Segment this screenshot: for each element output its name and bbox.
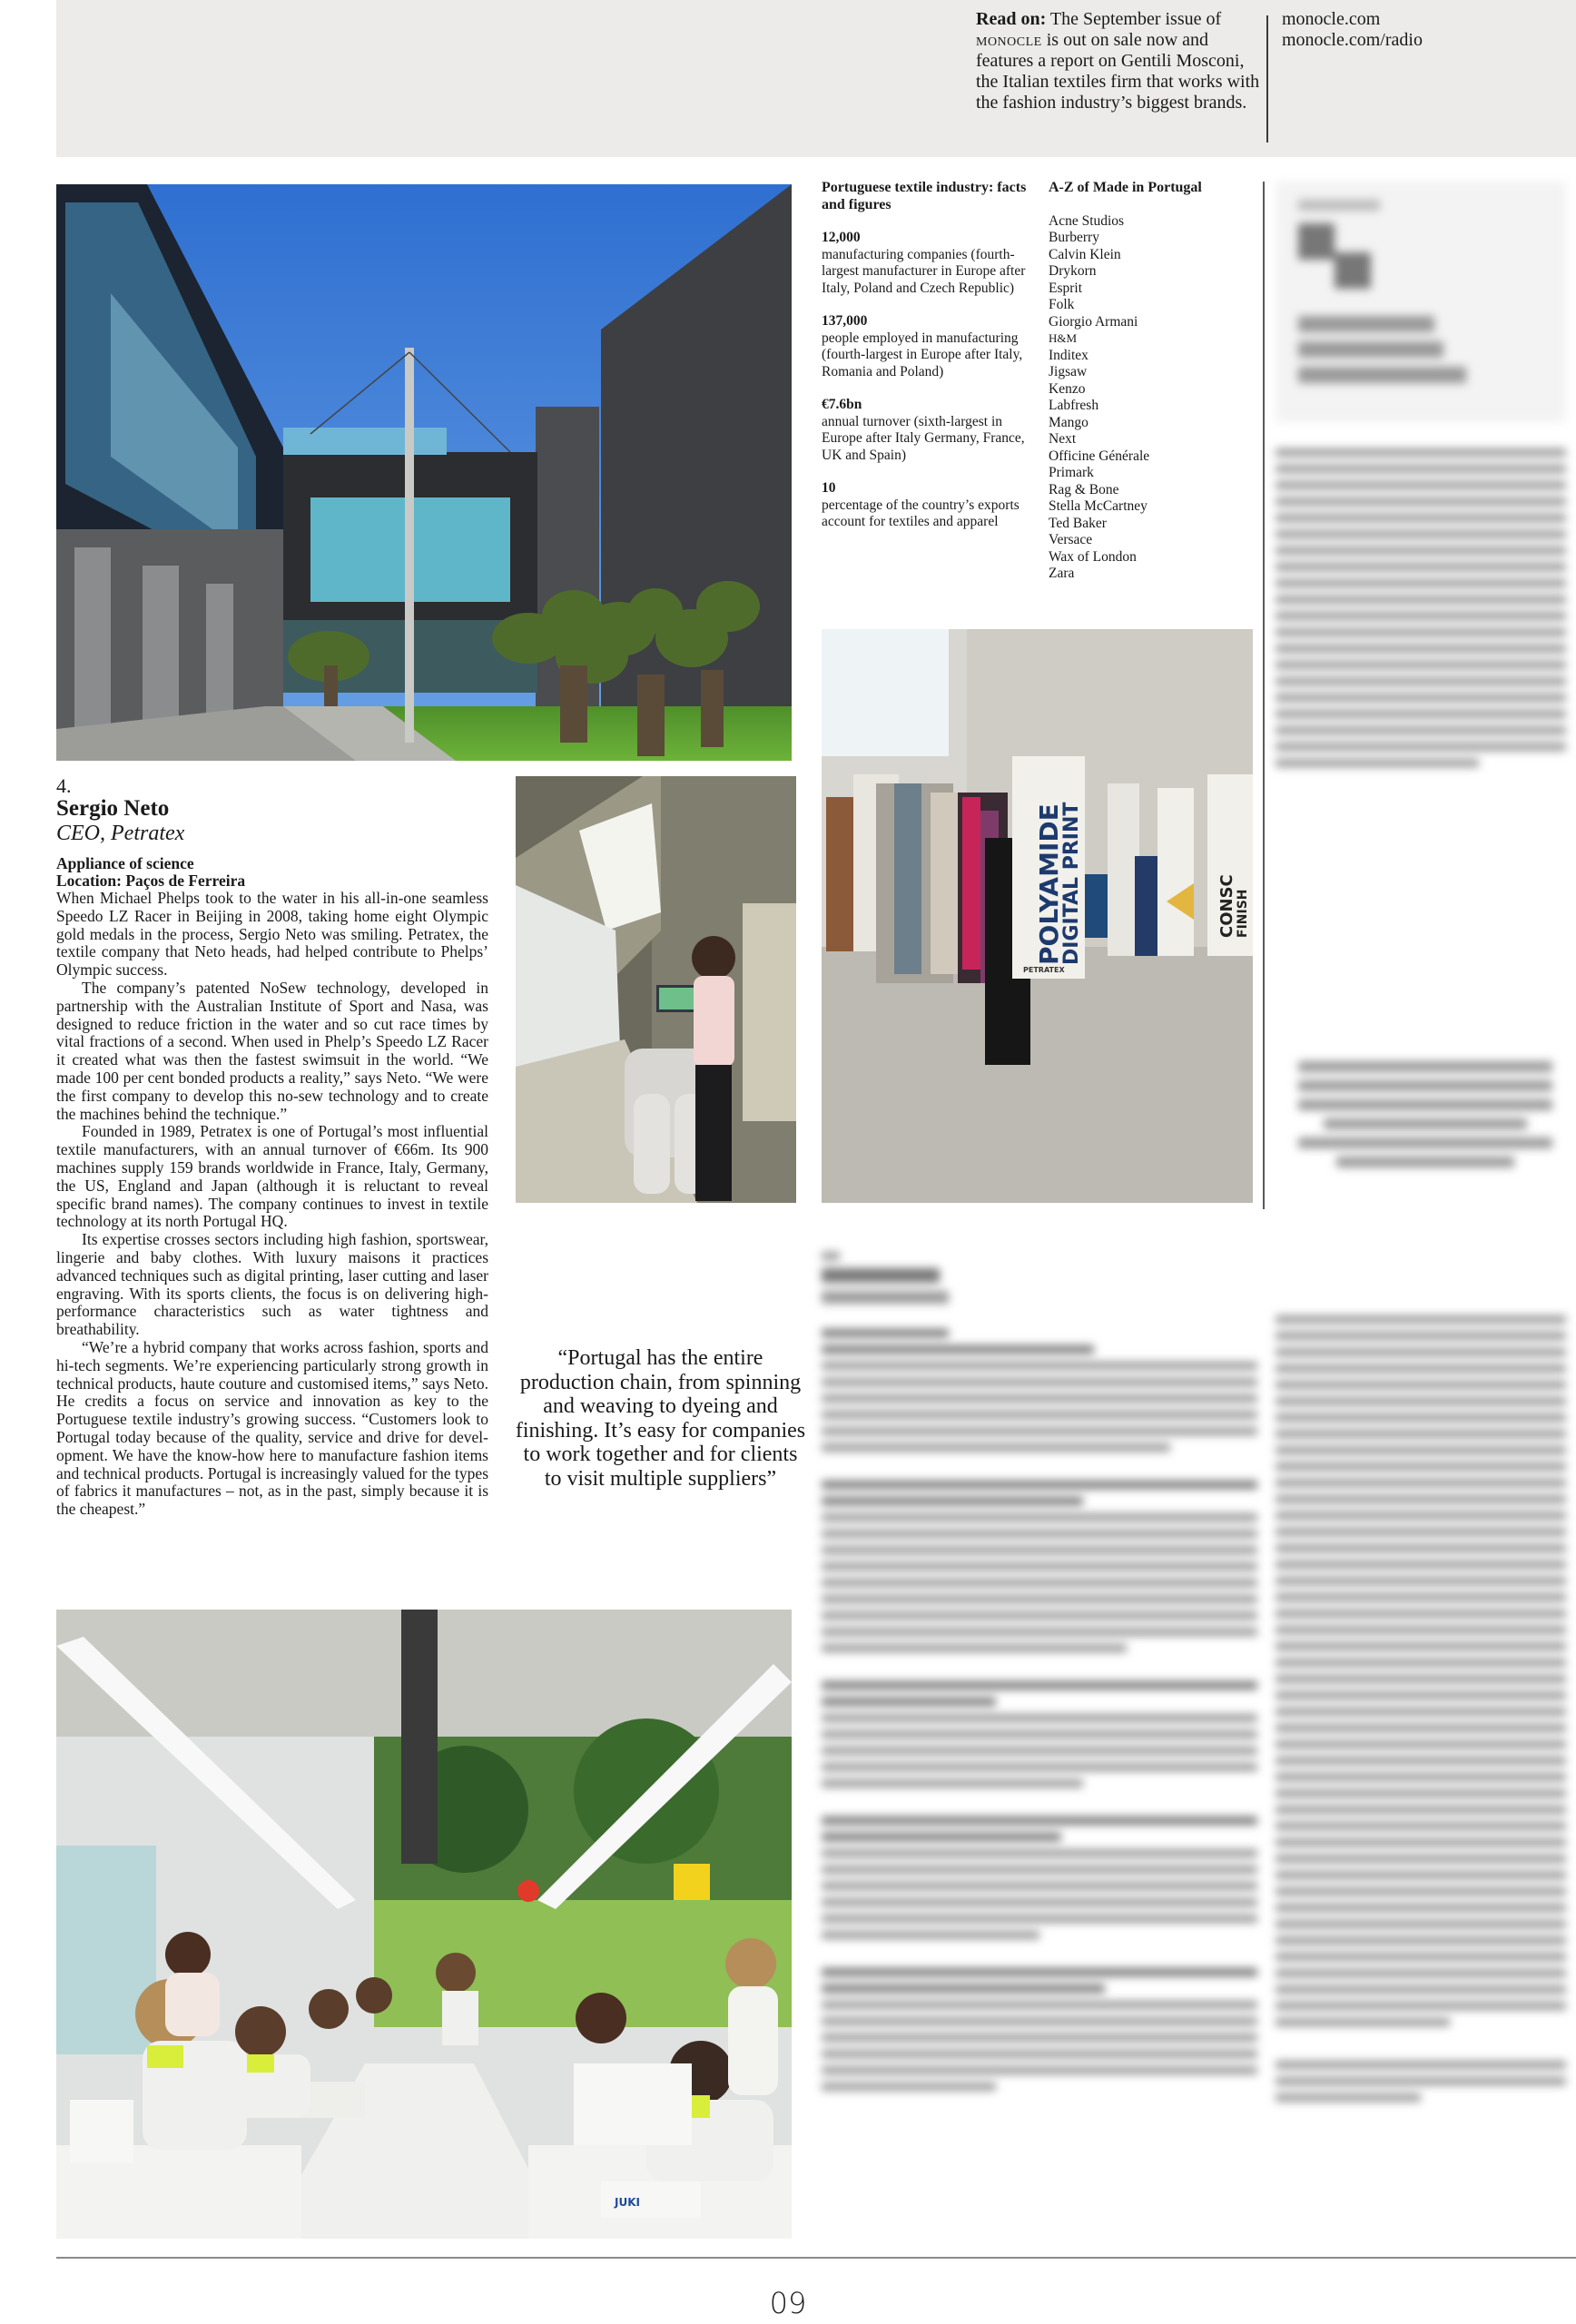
brand-item: Rag & Bone (1049, 481, 1119, 497)
brand-item: Jigsaw (1049, 364, 1088, 379)
read-on-label: Read on: (976, 9, 1047, 29)
page-number: 09 (769, 2286, 807, 2320)
a-z-brands-list (1049, 180, 1253, 583)
brand-item: Labfresh (1049, 398, 1099, 413)
fact-item (822, 313, 1035, 380)
column-divider (1263, 182, 1265, 1209)
facts-figures-box (822, 180, 1035, 547)
read-on-text: Read on: The September issue of monocle is out on sale now and features a report on Gentili Mosconi, the Italian textiles firm that works with the fashion industry’s biggest brands. (976, 9, 1260, 113)
brand-item: Calvin Klein (1049, 246, 1121, 262)
brand-item: Kenzo (1049, 380, 1086, 397)
brand-item: Burberry (1049, 230, 1099, 245)
brand-item: Next (1049, 431, 1077, 447)
blurred-sidebar-quote (1298, 1053, 1552, 1176)
brand-item: Drykorn (1049, 263, 1097, 279)
svg-text:POLYAMIDE: POLYAMIDE (1034, 803, 1064, 965)
brand-item: Folk (1049, 297, 1075, 312)
brand-item: Acne Studios (1049, 212, 1125, 229)
facts-title: Portuguese textile industry: facts and figures (822, 180, 1027, 212)
article-person-role: CEO, Petratex (56, 822, 185, 845)
brand-item: Officine Générale (1049, 448, 1150, 464)
svg-text:CONSC: CONSC (1217, 874, 1236, 938)
article-body (56, 890, 488, 1519)
article-paragraph: Founded in 1989, Petratex is one of Portugal’s most influential textile manufacturers, with an annual turnover of €66m. Its 900 machines supply 159 brands worldwide in France, Italy, Germany, the US, England and Japan (although it is reluctant to reveal specific brand names). The company continues to invest in textile technology at its north Portugal HQ. (56, 1122, 488, 1231)
brand-item: Esprit (1049, 280, 1083, 296)
brand-item: Mango (1049, 414, 1088, 430)
fact-text: manufacturing companies (fourth-largest manufacturer in Europe after Italy, Poland and Czech Republic) (822, 246, 1026, 296)
svg-text:FINISH: FINISH (1236, 889, 1250, 938)
brand-item: Versace (1049, 532, 1093, 547)
fact-item (822, 397, 1035, 464)
article-location: Location: Paços de Ferreira (56, 872, 246, 890)
link-monocle-com[interactable]: monocle.com (1282, 9, 1381, 29)
brand-item: Ted Baker (1049, 515, 1107, 531)
article-paragraph: The company’s patented NoSew technology, developed in partnership with the Australian Institute of Sport and Nasa, was designed to reduce friction in the water and so cut race times by vital fractions of a second. When used in Phelp’s Speedo LZ Racer it created what was then the fastest swimsuit in the world. “We made 100 per cent bonded products a reality,” says Neto. “We were the first company to develop this no-sew technology and to create the machines behind the technique.” (56, 978, 488, 1123)
photo-petratex-hq (56, 184, 792, 761)
fact-figure: 12,000 (822, 230, 861, 245)
blurred-article-section (822, 1244, 1257, 2099)
brand-item: H&M (1049, 331, 1078, 345)
swatches-photo-image (822, 629, 1253, 1203)
photo-fabric-swatches (822, 629, 1253, 1203)
brand-item: Inditex (1049, 347, 1088, 363)
brand-item: Zara (1049, 566, 1075, 581)
fact-item (822, 230, 1035, 297)
svg-text:JUKI: JUKI (615, 2196, 640, 2209)
article-paragraph: When Michael Phelps took to the water in his all-in-one seamless Speedo LZ Racer in Beijing in 2008, taking home eight Olympic gold medals in the process, Sergio Neto was smiling. Petratex, the textile company that Neto heads, had helped contribute to Phelps’ Olympic success. (56, 889, 488, 980)
article-paragraph: “We’re a hybrid company that works across fashion, sports and hi-tech segments. We’re experiencing particularly strong growth in technical products, haute couture and customised items,” says Neto. He credits a focus on service and innovation as key to the Portuguese textile industry’s growing success. “Customers look to Portugal today because of the quality, service and drive for development. We have the know-how here to manufacture fashion items and technical products. Portugal is increasingly valued for the types of fabrics it manufactures – not, as in the past, simply because it is the cheapest.” (56, 1337, 488, 1519)
fact-figure: 10 (822, 480, 836, 496)
brand-item: Wax of London (1049, 548, 1137, 565)
a-z-title: A-Z of Made in Portugal (1049, 180, 1202, 195)
banner-links (1282, 9, 1423, 51)
svg-text:PETRATEX: PETRATEX (1023, 966, 1065, 974)
photo-sewing-floor (56, 1610, 792, 2239)
machine-photo-image (516, 776, 796, 1203)
brand-item: Giorgio Armani (1049, 313, 1138, 330)
photo-textile-machine (516, 776, 796, 1203)
blurred-sidebar-text-lower (1276, 1307, 1566, 2110)
footer-rule (56, 2257, 1576, 2259)
brand-item: Primark (1049, 465, 1094, 480)
pull-quote: “Portugal has the entire production chain, from spinning and weaving to dyeing and finishing. It’s easy for companies to work together and for clients to visit multiple suppliers” (515, 1346, 806, 1491)
blurred-sidebar-box (1276, 182, 1566, 422)
link-monocle-radio[interactable]: monocle.com/radio (1282, 30, 1423, 50)
fact-item (822, 480, 1035, 531)
article-sergio-neto (56, 776, 488, 1519)
article-person-name: Sergio Neto (56, 796, 170, 821)
fact-figure: 137,000 (822, 313, 868, 329)
brand-item: Stella McCartney (1049, 498, 1148, 514)
monocle-brand: monocle (976, 30, 1042, 50)
fact-text: percentage of the country’s exports account for textiles and apparel (822, 497, 1019, 529)
article-paragraph: Its expertise crosses sectors including high fashion, sportswear, lingerie and baby clothes. With luxury maisons it practices advanced techniques such as digital printing, laser cutting and laser engraving. With its sports clients, the focus is on delivering high-performance characteristics such as water tightness and breathability. (56, 1230, 488, 1339)
banner-divider (1266, 15, 1268, 143)
blurred-sidebar-text (1276, 440, 1566, 775)
svg-text:DIGITAL PRINT: DIGITAL PRINT (1060, 802, 1083, 965)
hq-photo-image (56, 184, 792, 761)
fact-figure: €7.6bn (822, 397, 862, 412)
article-number: 4. (56, 774, 72, 797)
fact-text: people employed in manufacturing (fourth-largest in Europe after Italy, Romania and Poland) (822, 330, 1023, 379)
sewing-photo-image (56, 1610, 792, 2239)
fact-text: annual turnover (sixth-largest in Europe after Italy Germany, France, UK and Spain) (822, 413, 1025, 463)
article-headline: Appliance of science (56, 854, 194, 872)
